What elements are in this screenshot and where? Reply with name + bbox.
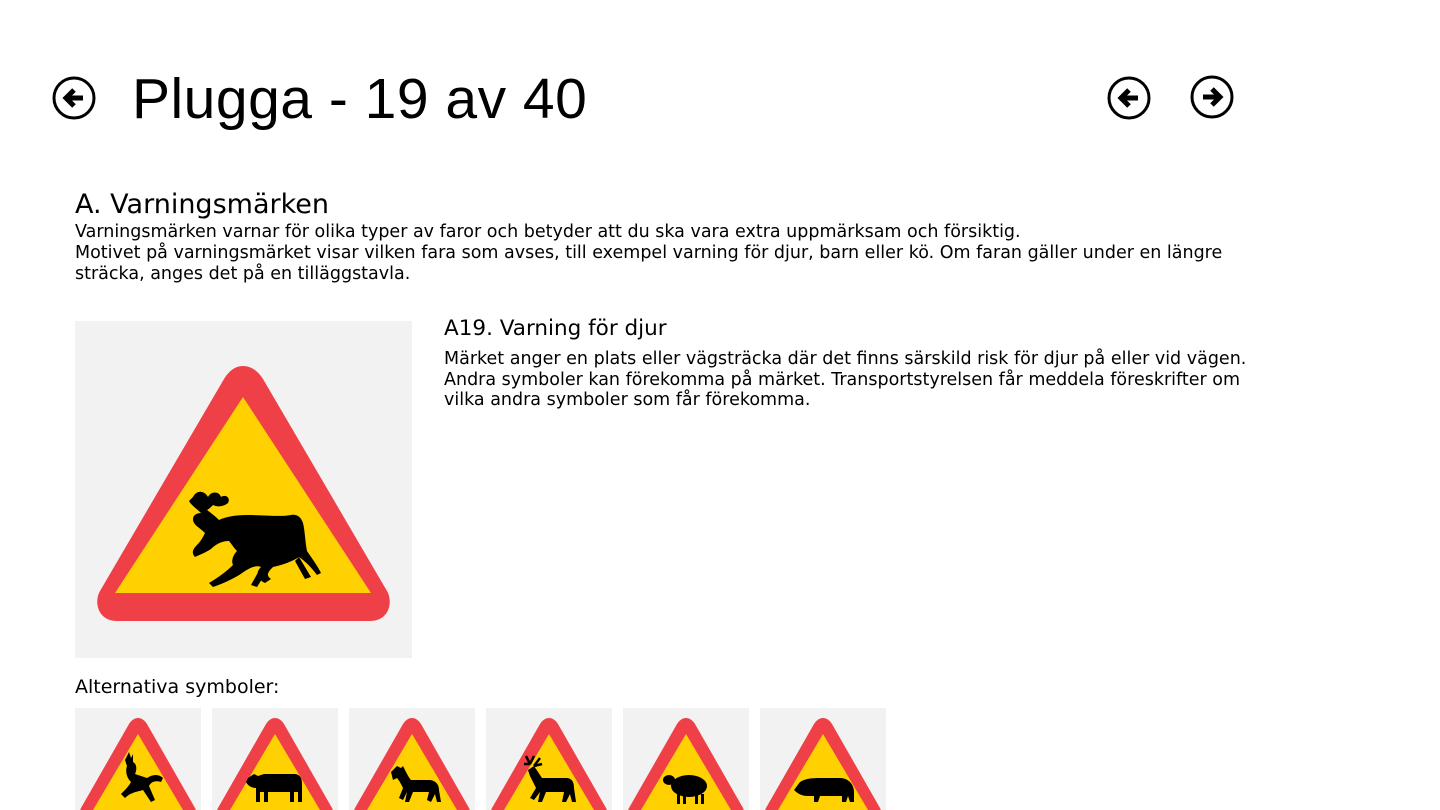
next-button[interactable] xyxy=(1190,75,1234,119)
sign-info xyxy=(444,315,1284,411)
arrow-left-circle-icon xyxy=(52,76,96,120)
category-description-1: Varningsmärken varnar för olika typer av faror och betyder att du ska vara extra uppmärksam och försiktig. xyxy=(75,222,1021,242)
alternative-symbol-sheep[interactable] xyxy=(623,708,749,810)
alternative-symbol-reindeer[interactable] xyxy=(486,708,612,810)
cow-icon xyxy=(212,708,338,810)
sign-description-2: Andra symboler kan förekomma på märket. Transportstyrelsen får meddela föreskrifter om vilka andra symboler som får förekomma. xyxy=(444,369,1241,410)
alternative-symbol-wild-boar[interactable] xyxy=(760,708,886,810)
moose-warning-sign-icon xyxy=(75,321,412,658)
sign-title: A19. Varning för djur xyxy=(444,316,667,341)
main-sign-image xyxy=(75,321,412,658)
sign-description-1: Märket anger en plats eller vägsträcka där det finns särskild risk för djur på eller vid vägen. xyxy=(444,349,1247,369)
alternative-symbols-label: Alternativa symboler: xyxy=(75,676,280,698)
back-button[interactable] xyxy=(52,76,96,120)
horse-icon xyxy=(349,708,475,810)
alternative-symbol-cow[interactable] xyxy=(212,708,338,810)
previous-button[interactable] xyxy=(1107,76,1151,120)
arrow-right-circle-icon xyxy=(1190,75,1234,119)
alternative-symbols-list xyxy=(75,708,886,810)
deer-icon xyxy=(75,708,201,810)
category-section xyxy=(75,188,1275,285)
alternative-symbol-deer[interactable] xyxy=(75,708,201,810)
page-title: Plugga - 19 av 40 xyxy=(132,67,588,131)
wild-boar-icon xyxy=(760,708,886,810)
sheep-icon xyxy=(623,708,749,810)
arrow-left-circle-icon xyxy=(1107,76,1151,120)
category-heading: A. Varningsmärken xyxy=(75,189,329,220)
reindeer-icon xyxy=(486,708,612,810)
category-description-2: Motivet på varningsmärket visar vilken fara som avses, till exempel varning för djur, barn eller kö. Om faran gäller under en längre sträcka, anges det på en tilläggstavla. xyxy=(75,243,1223,284)
alternative-symbol-horse[interactable] xyxy=(349,708,475,810)
